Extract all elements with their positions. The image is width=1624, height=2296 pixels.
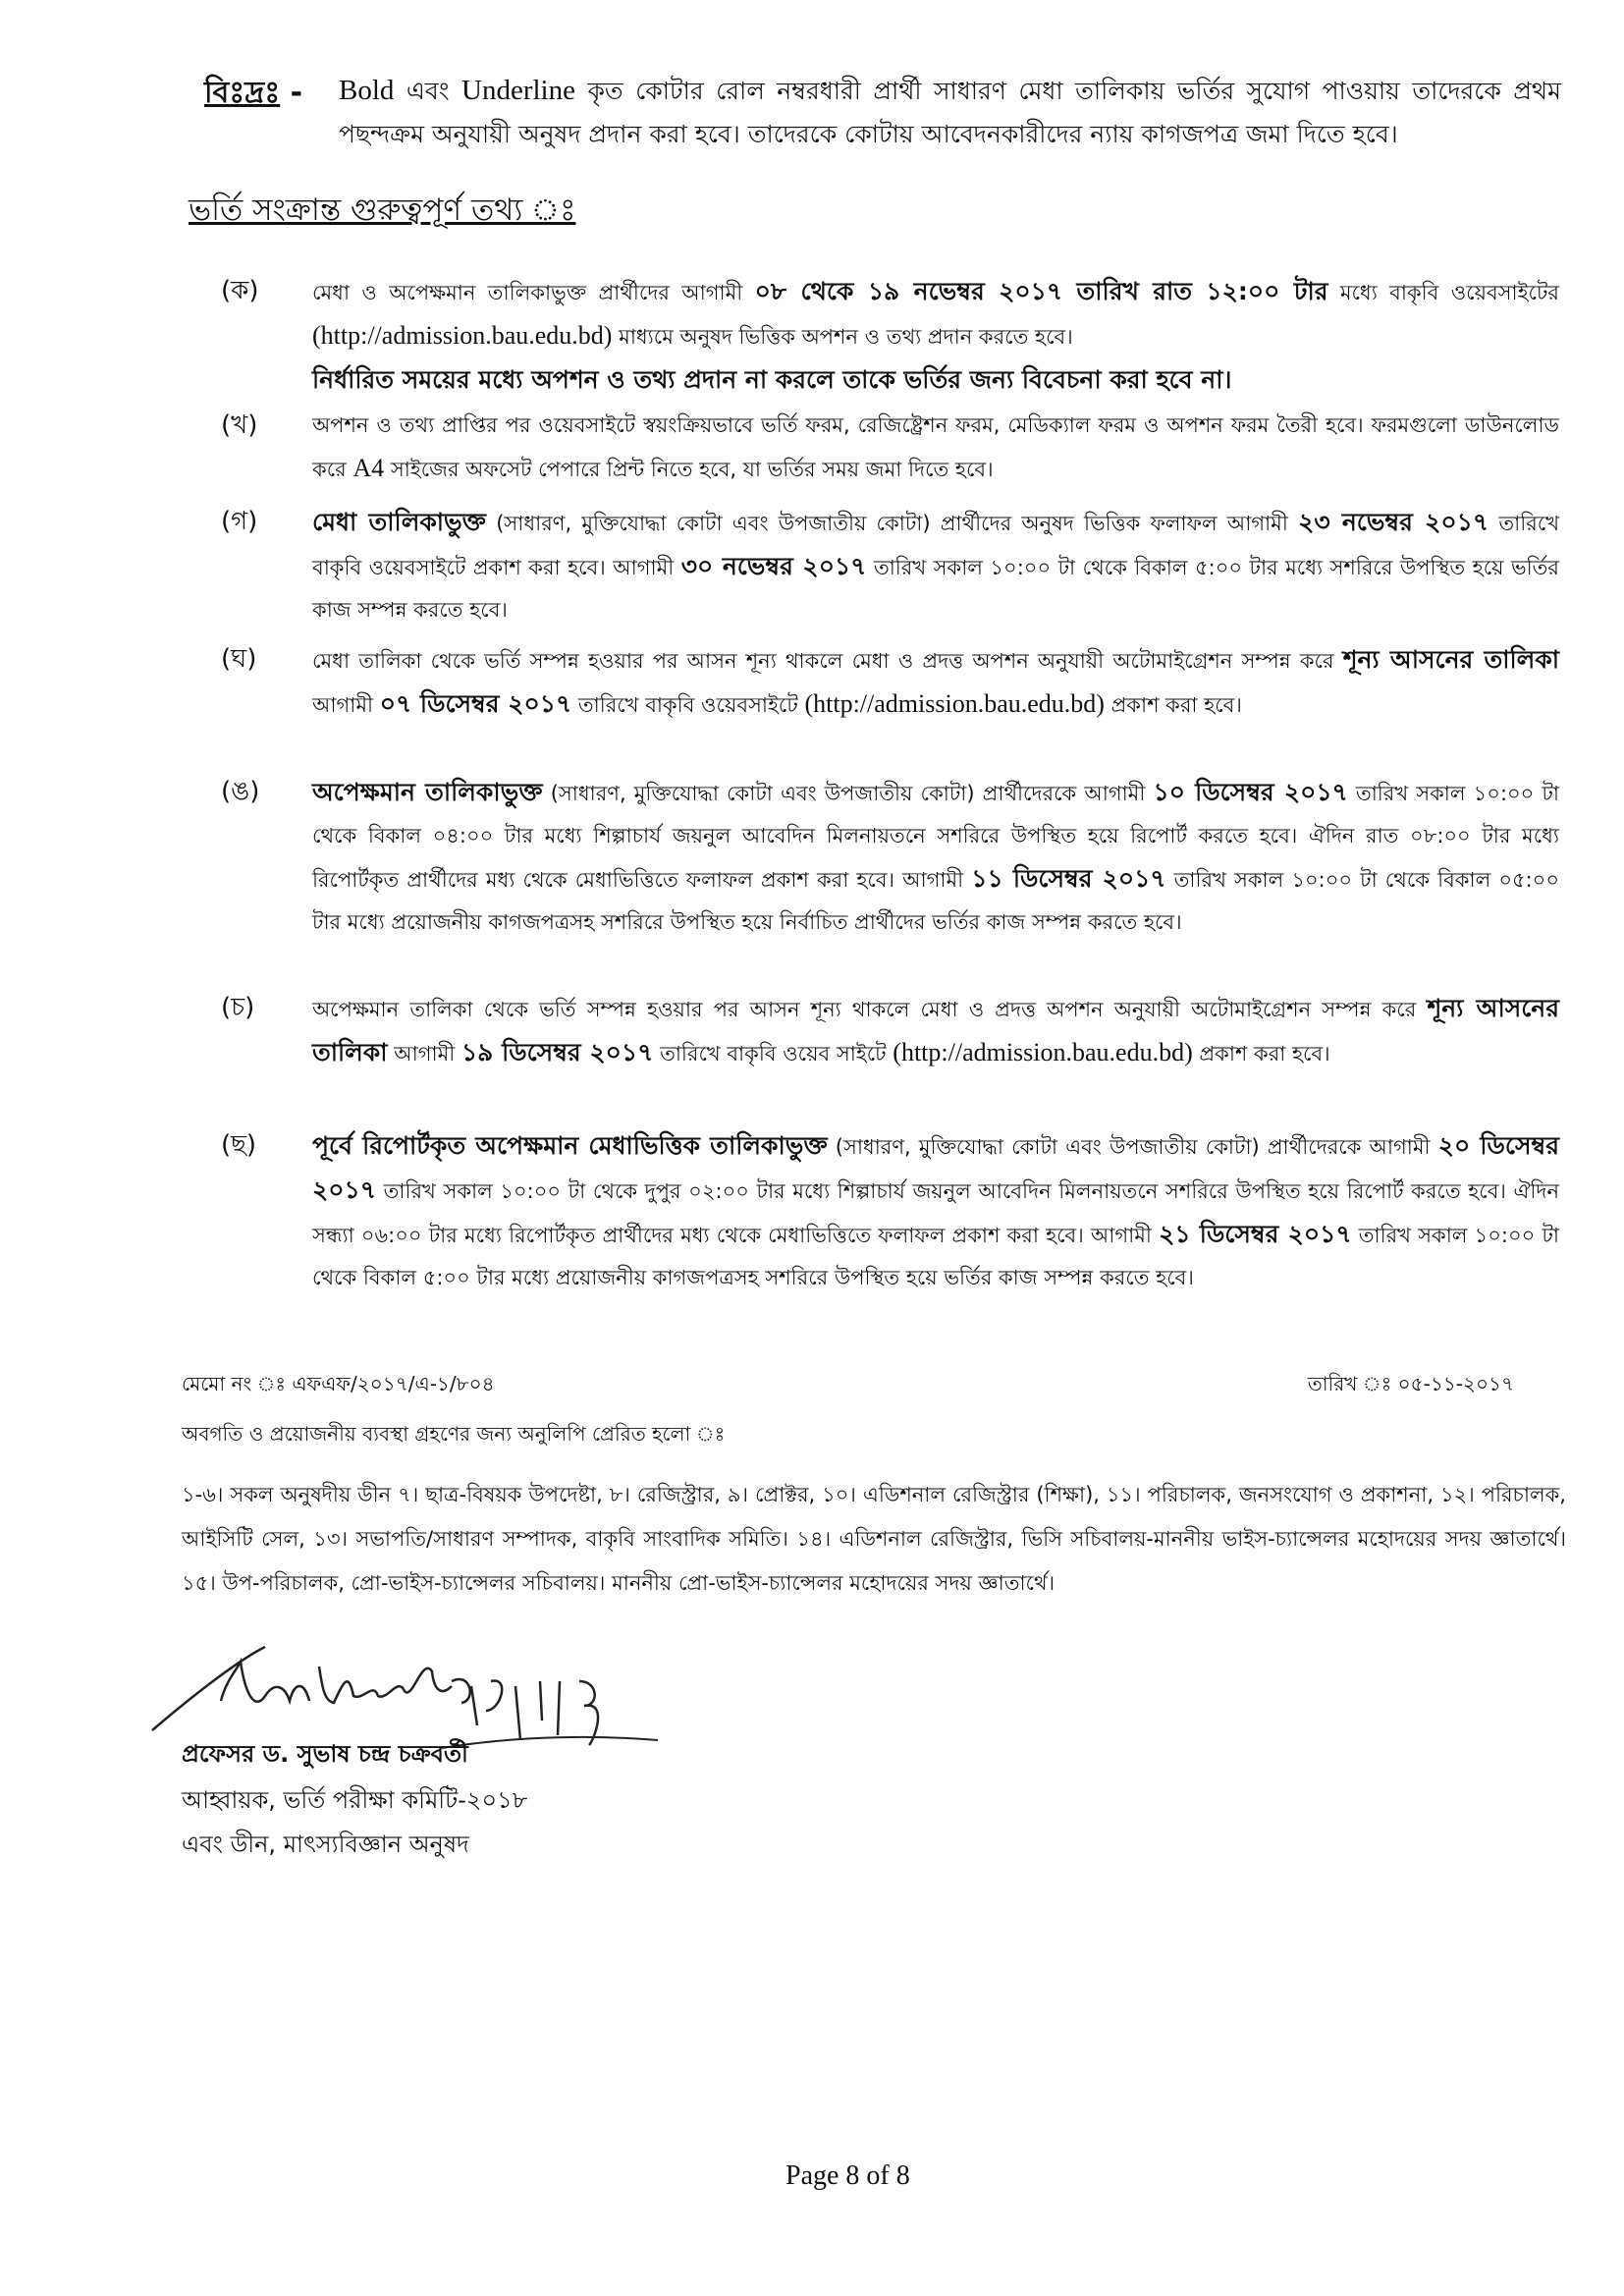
note-and: এবং: [406, 77, 450, 105]
handwritten-signature: [147, 1642, 815, 1750]
item-body: [312, 987, 1559, 1075]
item-text: তারিখ সকাল ১০:০০ টা থেকে বিকাল ০৪:০০ টার মধ্যে শিল্পাচার্য জয়নুল আবেদিন মিলনায়তনে সশরিরে উপস্থিত হয়ে রিপোর্ট করতে হবে। ঐদিন রাত ০৮:০০ টার মধ্যে রিপোর্টকৃত প্রার্থীদের মধ্য থেকে মেধাভিত্তিতে ফলাফল প্রকাশ করা হবে। আগামী: [312, 782, 1559, 892]
memo-number: মেমো নং ঃ এফএফ/২০১৭/এ-১/৮০৪: [182, 1372, 495, 1395]
item-text: (সাধারণ, মুক্তিযোদ্ধা কোটা এবং উপজাতীয় কোটা) প্রার্থীদেরকে আগামী: [550, 782, 1146, 805]
item-bold: শূন্য আসনের তালিকা: [1342, 645, 1559, 674]
item-body: [312, 771, 1559, 944]
item-marker: (ঙ): [221, 777, 260, 806]
item-text: মেধা তালিকা থেকে ভর্তি সম্পন্ন হওয়ার পর আসন শূন্য থাকলে মেধা ও প্রদত্ত অপশন অনুযায়ী অটোমাইগ্রেশন সম্পন্ন করে: [312, 649, 1334, 673]
item-text: তারিখে বাকৃবি ওয়েবসাইটে: [577, 693, 798, 717]
admission-url: (http://admission.bau.edu.bd): [312, 321, 613, 350]
item-text: মাধ্যমে অনুষদ ভিত্তিক অপশন ও তথ্য প্রদান করতে হবে।: [619, 325, 1073, 349]
note-dash: -: [290, 76, 303, 110]
item-bold-date: ২১ ডিসেম্বর ২০১৭: [1159, 1220, 1352, 1248]
item-bold: পূর্বে রিপোর্টকৃত অপেক্ষমান মেধাভিত্তিক তালিকাভুক্ত: [312, 1131, 828, 1160]
item-body: [312, 405, 1559, 491]
paper-size: A4: [352, 454, 385, 482]
item-bold-date: ১০ ডিসেম্বর ২০১৭: [1153, 778, 1348, 806]
note-label: [204, 69, 302, 119]
item-text: মেধা ও অপেক্ষমান তালিকাভুক্ত প্রার্থীদের আগামী: [312, 281, 743, 304]
item-text: তারিখ সকাল ১০:০০ টা থেকে দুপুর ০২:০০ টার মধ্যে শিল্পাচার্য জয়নুল আবেদিন মিলনায়তনে সশরিরে উপস্থিত হয়ে রিপোর্ট করতে হবে। ঐদিন সন্ধ্যা ০৬:০০ টার মধ্যে রিপোর্টকৃত প্রার্থীদের মধ্য থেকে মেধাভিত্তিতে ফলাফল প্রকাশ করা হবে। আগামী: [312, 1179, 1559, 1247]
item-text: তারিখে বাকৃবি ওয়েবসাইটে প্রকাশ করা হবে। আগামী: [312, 512, 1559, 579]
cc-intro: অবগতি ও প্রয়োজনীয় ব্যবস্থা গ্রহণের জন্য অনুলিপি প্রেরিত হলো ঃ: [182, 1422, 726, 1446]
item-text: তারিখ সকাল ১০:০০ টা থেকে বিকাল ৫:০০ টার মধ্যে প্রয়োজনীয় কাগজপত্রসহ সশরিরে উপস্থিত হয়ে ভর্তির কাজ সম্পন্ন করতে হবে।: [312, 1224, 1559, 1289]
note-rest: কৃত কোটার রোল নম্বরধারী প্রার্থী সাধারণ মেধা তালিকায় ভর্তির সুযোগ পাওয়ায় তাদেরকে প্রথম পছন্দক্রম অনুযায়ী অনুষদ প্রদান করা হবে। তাদেরকে কোটায় আবেদনকারীদের ন্যায় কাগজপত্র জমা দিতে হবে।: [339, 77, 1561, 148]
item-body: [312, 638, 1559, 727]
item-text: প্রকাশ করা হবে।: [1110, 693, 1242, 717]
item-marker: (চ): [221, 993, 255, 1022]
note-bold-word: Bold: [339, 75, 395, 106]
item-bold-date: ১৯ ডিসেম্বর ২০১৭: [460, 1038, 654, 1066]
item-text: আগামী: [312, 693, 374, 717]
admission-url: (http://admission.bau.edu.bd): [893, 1038, 1193, 1066]
item-body: [312, 1124, 1559, 1299]
item-text: তারিখ সকাল ১০:০০ টা থেকে বিকাল ৫:০০ টার মধ্যে সশরিরে উপস্থিত হয়ে ভর্তির কাজ সম্পন্ন করতে হবে।: [312, 556, 1559, 622]
item-bold: অপেক্ষমান তালিকাভুক্ত: [312, 778, 543, 806]
item-text: তারিখ সকাল ১০:০০ টা থেকে বিকাল ০৫:০০ টার মধ্যে প্রয়োজনীয় কাগজপত্রসহ সশরিরে উপস্থিত হয়ে নির্বাচিত প্রার্থীদের ভর্তির কাজ সম্পন্ন করতে হবে।: [312, 868, 1559, 934]
signatory-department: এবং ডীন, মাৎস্যবিজ্ঞান অনুষদ: [182, 1831, 469, 1858]
admission-url: (http://admission.bau.edu.bd): [804, 689, 1105, 718]
item-warning: নির্ধারিত সময়ের মধ্যে অপশন ও তথ্য প্রদান না করলে তাকে ভর্তির জন্য বিবেচনা করা হবে না।: [312, 365, 1232, 394]
item-marker: (ছ): [221, 1130, 257, 1160]
note-label-text: বিঃদ্রঃ: [204, 76, 281, 110]
item-text: তারিখে বাকৃবি ওয়েব সাইটে: [660, 1042, 887, 1066]
item-body: [312, 270, 1559, 401]
item-text: সাইজের অফসেট পেপারে প্রিন্ট নিতে হবে, যা ভর্তির সময় জমা দিতে হবে।: [390, 458, 994, 481]
item-bold: মেধা তালিকাভুক্ত: [312, 508, 486, 536]
page-number: Page 8 of 8: [785, 2160, 910, 2191]
item-text: (সাধারণ, মুক্তিযোদ্ধা কোটা এবং উপজাতীয় কোটা) প্রার্থীদের অনুষদ ভিত্তিক ফলাফল আগামী: [496, 512, 1288, 535]
cc-list: ১-৬। সকল অনুষদীয় ডীন ৭। ছাত্র-বিষয়ক উপদেষ্টা, ৮। রেজিস্ট্রার, ৯। প্রোক্টর, ১০। এডিশনাল রেজিস্ট্রার (শিক্ষা), ১১। পরিচালক, জনসংযোগ ও প্রকাশনা, ১২। পরিচালক, আইসিটি সেল, ১৩। সভাপতি/সাধারণ সম্পাদক, বাকৃবি সাংবাদিক সমিতি। ১৪। এডিশনাল রেজিস্ট্রার, ভিসি সচিবালয়-মাননীয় ভাইস-চ্যান্সেলর মহোদয়ের সদয় জ্ঞাতার্থে। ১৫। উপ-পরিচালক, প্রো-ভাইস-চ্যান্সেলর সচিবালয়। মাননীয় প্রো-ভাইস-চ্যান্সেলর মহোদয়ের সদয় জ্ঞাতার্থে।: [182, 1483, 1566, 1595]
section-heading: ভর্তি সংক্রান্ত গুরুত্বপূর্ণ তথ্য ঃ: [189, 192, 576, 228]
signatory-name: প্রফেসর ড. সুভাষ চন্দ্র চক্রবর্তী: [182, 1740, 468, 1768]
item-marker: (ঘ): [221, 644, 257, 674]
item-marker: (খ): [221, 410, 258, 440]
item-text: আগামী: [394, 1042, 456, 1066]
item-text: মধ্যে বাকৃবি ওয়েবসাইটের: [1339, 281, 1559, 304]
item-text: অপশন ও তথ্য প্রাপ্তির পর ওয়েবসাইটে স্বয়ংক্রিয়ভাবে ভর্তি ফরম, রেজিষ্ট্রেশন ফরম, মেডিক্যাল ফরম ও অপশন ফরম তৈরী হবে। ফরমগুলো ডাউনলোড করে: [312, 413, 1559, 481]
note-underline-word: Underline: [461, 75, 575, 106]
item-body: [312, 501, 1559, 631]
item-bold-date: ১১ ডিসেম্বর ২০১৭: [971, 864, 1166, 893]
item-bold-date: ০৮ থেকে ১৯ নভেম্বর ২০১৭ তারিখ রাত ১২:০০ টার: [754, 277, 1328, 305]
item-bold-date: ২০ ডিসেম্বর ২০১৭: [312, 1131, 1559, 1204]
memo-date: তারিখ ঃ ০৫-১১-২০১৭: [1307, 1372, 1514, 1395]
signatory-title: আহ্বায়ক, ভর্তি পরীক্ষা কমিটি-২০১৮: [182, 1786, 528, 1814]
item-marker: (গ): [221, 507, 258, 536]
item-text: অপেক্ষমান তালিকা থেকে ভর্তি সম্পন্ন হওয়ার পর আসন শূন্য থাকলে মেধা ও প্রদত্ত অপশন অনুযায়ী অটোমাইগ্রেশন সম্পন্ন করে: [312, 998, 1417, 1021]
note-text: [339, 69, 1561, 156]
item-marker: (ক): [221, 276, 259, 305]
item-bold: শূন্য আসনের তালিকা: [312, 994, 1559, 1066]
item-bold-date: ৩০ নভেম্বর ২০১৭: [680, 552, 867, 580]
item-bold-date: ০৭ ডিসেম্বর ২০১৭: [379, 689, 572, 718]
item-text: প্রকাশ করা হবে।: [1199, 1042, 1330, 1066]
item-bold-date: ২৩ নভেম্বর ২০১৭: [1298, 508, 1489, 536]
item-text: (সাধারণ, মুক্তিযোদ্ধা কোটা এবং উপজাতীয় কোটা) প্রার্থীদেরকে আগামী: [835, 1135, 1431, 1159]
